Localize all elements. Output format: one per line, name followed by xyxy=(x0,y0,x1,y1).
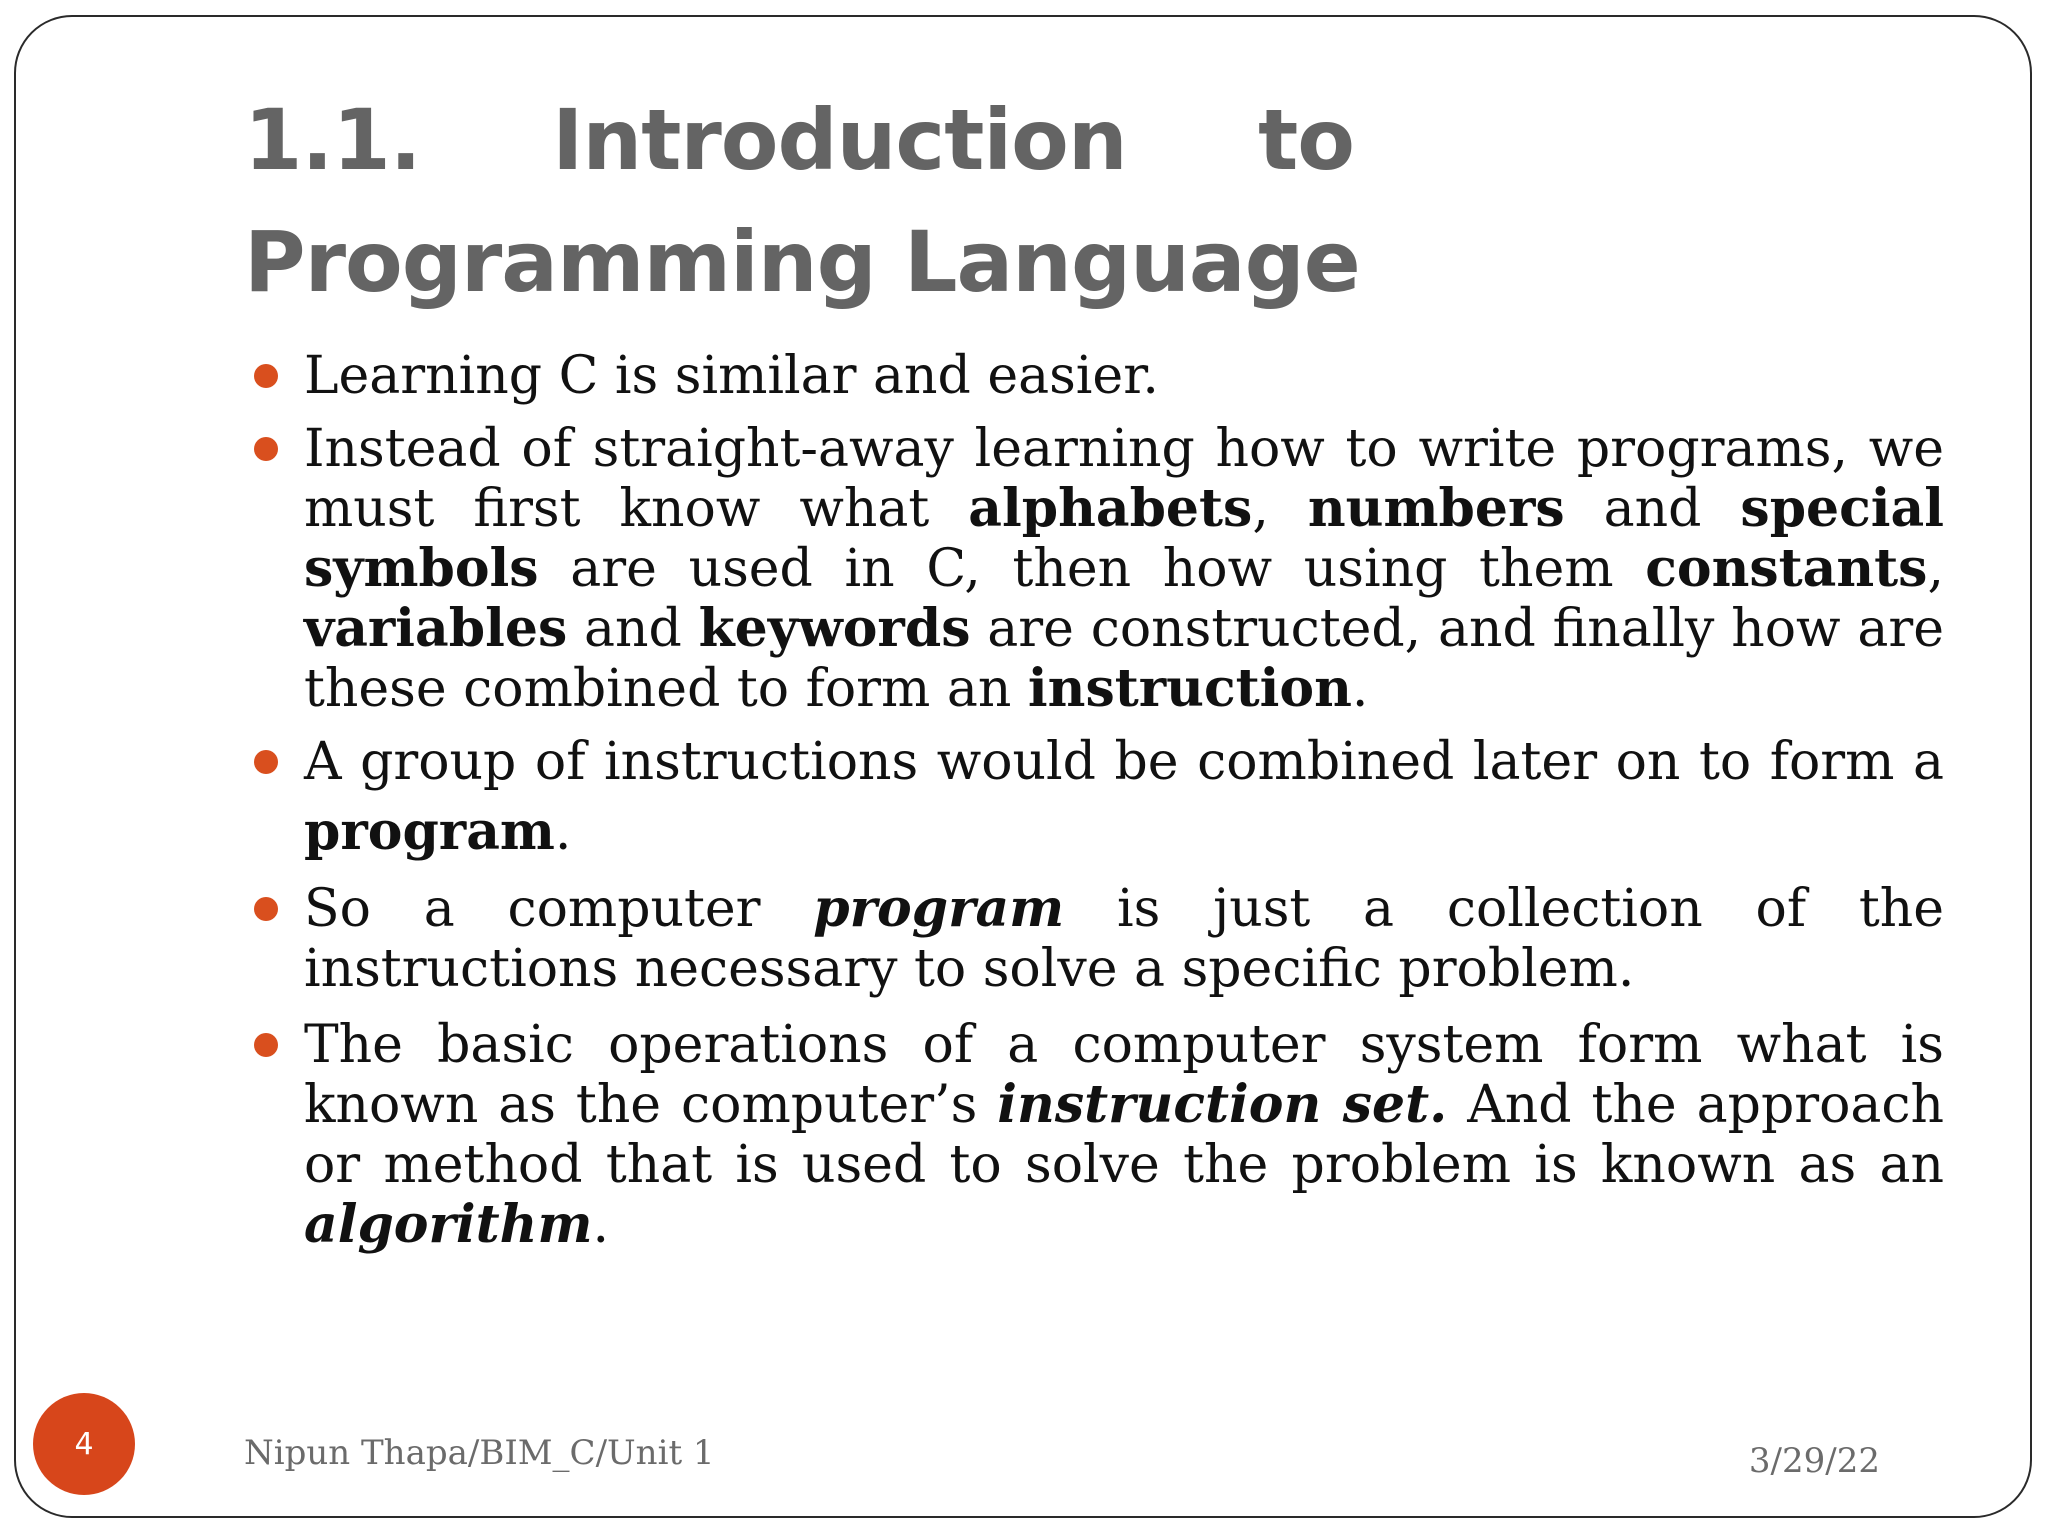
bold-italic-term: instruction set. xyxy=(997,1074,1448,1135)
text-run: , xyxy=(1927,539,1944,599)
text-run: are constructed, and finally how are these combined to form an xyxy=(304,599,1944,719)
bullet-item xyxy=(254,1015,1944,1255)
title-line-1 xyxy=(244,79,1354,201)
text-run: Instead of straight-away learning how to write programs, we must first know what xyxy=(304,419,1944,539)
bullet-text xyxy=(304,732,1944,862)
bold-term: variables xyxy=(304,598,568,659)
bullet-text xyxy=(304,346,1159,406)
text-run: and xyxy=(567,599,699,659)
title-line-2: Programming Language xyxy=(244,213,1360,311)
text-run: So a computer xyxy=(304,879,814,939)
bold-term: alphabets xyxy=(968,478,1253,539)
text-run: And the approach or method that is used to solve the problem is known as an xyxy=(304,1075,1945,1195)
text-run: Learning C is similar and easier. xyxy=(304,346,1159,406)
bullet-text xyxy=(304,419,1944,719)
bullet-list xyxy=(254,339,1944,1255)
bullet-item xyxy=(254,419,1944,719)
page-number: 4 xyxy=(74,1426,94,1462)
text-run: . xyxy=(592,1195,610,1255)
bullet-item xyxy=(254,879,1944,999)
bold-term: numbers xyxy=(1307,478,1565,539)
text-run: are used in C, then how using them xyxy=(538,539,1646,599)
bullet-dot-icon xyxy=(254,750,278,774)
page-number-badge xyxy=(33,1393,135,1495)
bold-italic-term: algorithm xyxy=(304,1194,593,1255)
footer-date: 3/29/22 xyxy=(1748,1441,1880,1481)
text-run: , xyxy=(1252,479,1308,539)
bullet-text xyxy=(304,879,1944,999)
title-word-to: to xyxy=(1258,91,1354,189)
bullet-text xyxy=(304,1015,1944,1255)
slide-frame xyxy=(14,15,2032,1518)
title-number: 1.1. xyxy=(244,91,421,189)
bullet-item xyxy=(254,339,1944,413)
bold-term: constants xyxy=(1645,538,1928,599)
bullet-dot-icon xyxy=(254,897,278,921)
text-run: . xyxy=(554,802,572,862)
slide-title xyxy=(244,79,1364,323)
title-word-introduction: Introduction xyxy=(552,91,1127,189)
bold-term: keywords xyxy=(698,598,971,659)
bold-term: special symbols xyxy=(304,478,1945,599)
text-run: A group of instructions would be combined later on to form a xyxy=(304,732,1944,792)
bold-italic-term: program xyxy=(813,878,1065,939)
footer-author: Nipun Thapa/BIM_C/Unit 1 xyxy=(244,1433,715,1473)
bullet-dot-icon xyxy=(254,1033,278,1057)
bullet-dot-icon xyxy=(254,364,278,388)
bullet-dot-icon xyxy=(254,437,278,461)
text-run: and xyxy=(1564,479,1741,539)
bold-term: instruction xyxy=(1027,658,1352,719)
bullet-item xyxy=(254,727,1944,867)
text-run: The basic operations of a computer system form what is known as the computer’s xyxy=(304,1015,1944,1135)
text-run: . xyxy=(1351,659,1369,719)
bold-term: program xyxy=(304,801,555,862)
text-run: is just a collection of the instructions necessary to solve a specific problem. xyxy=(304,879,1944,999)
